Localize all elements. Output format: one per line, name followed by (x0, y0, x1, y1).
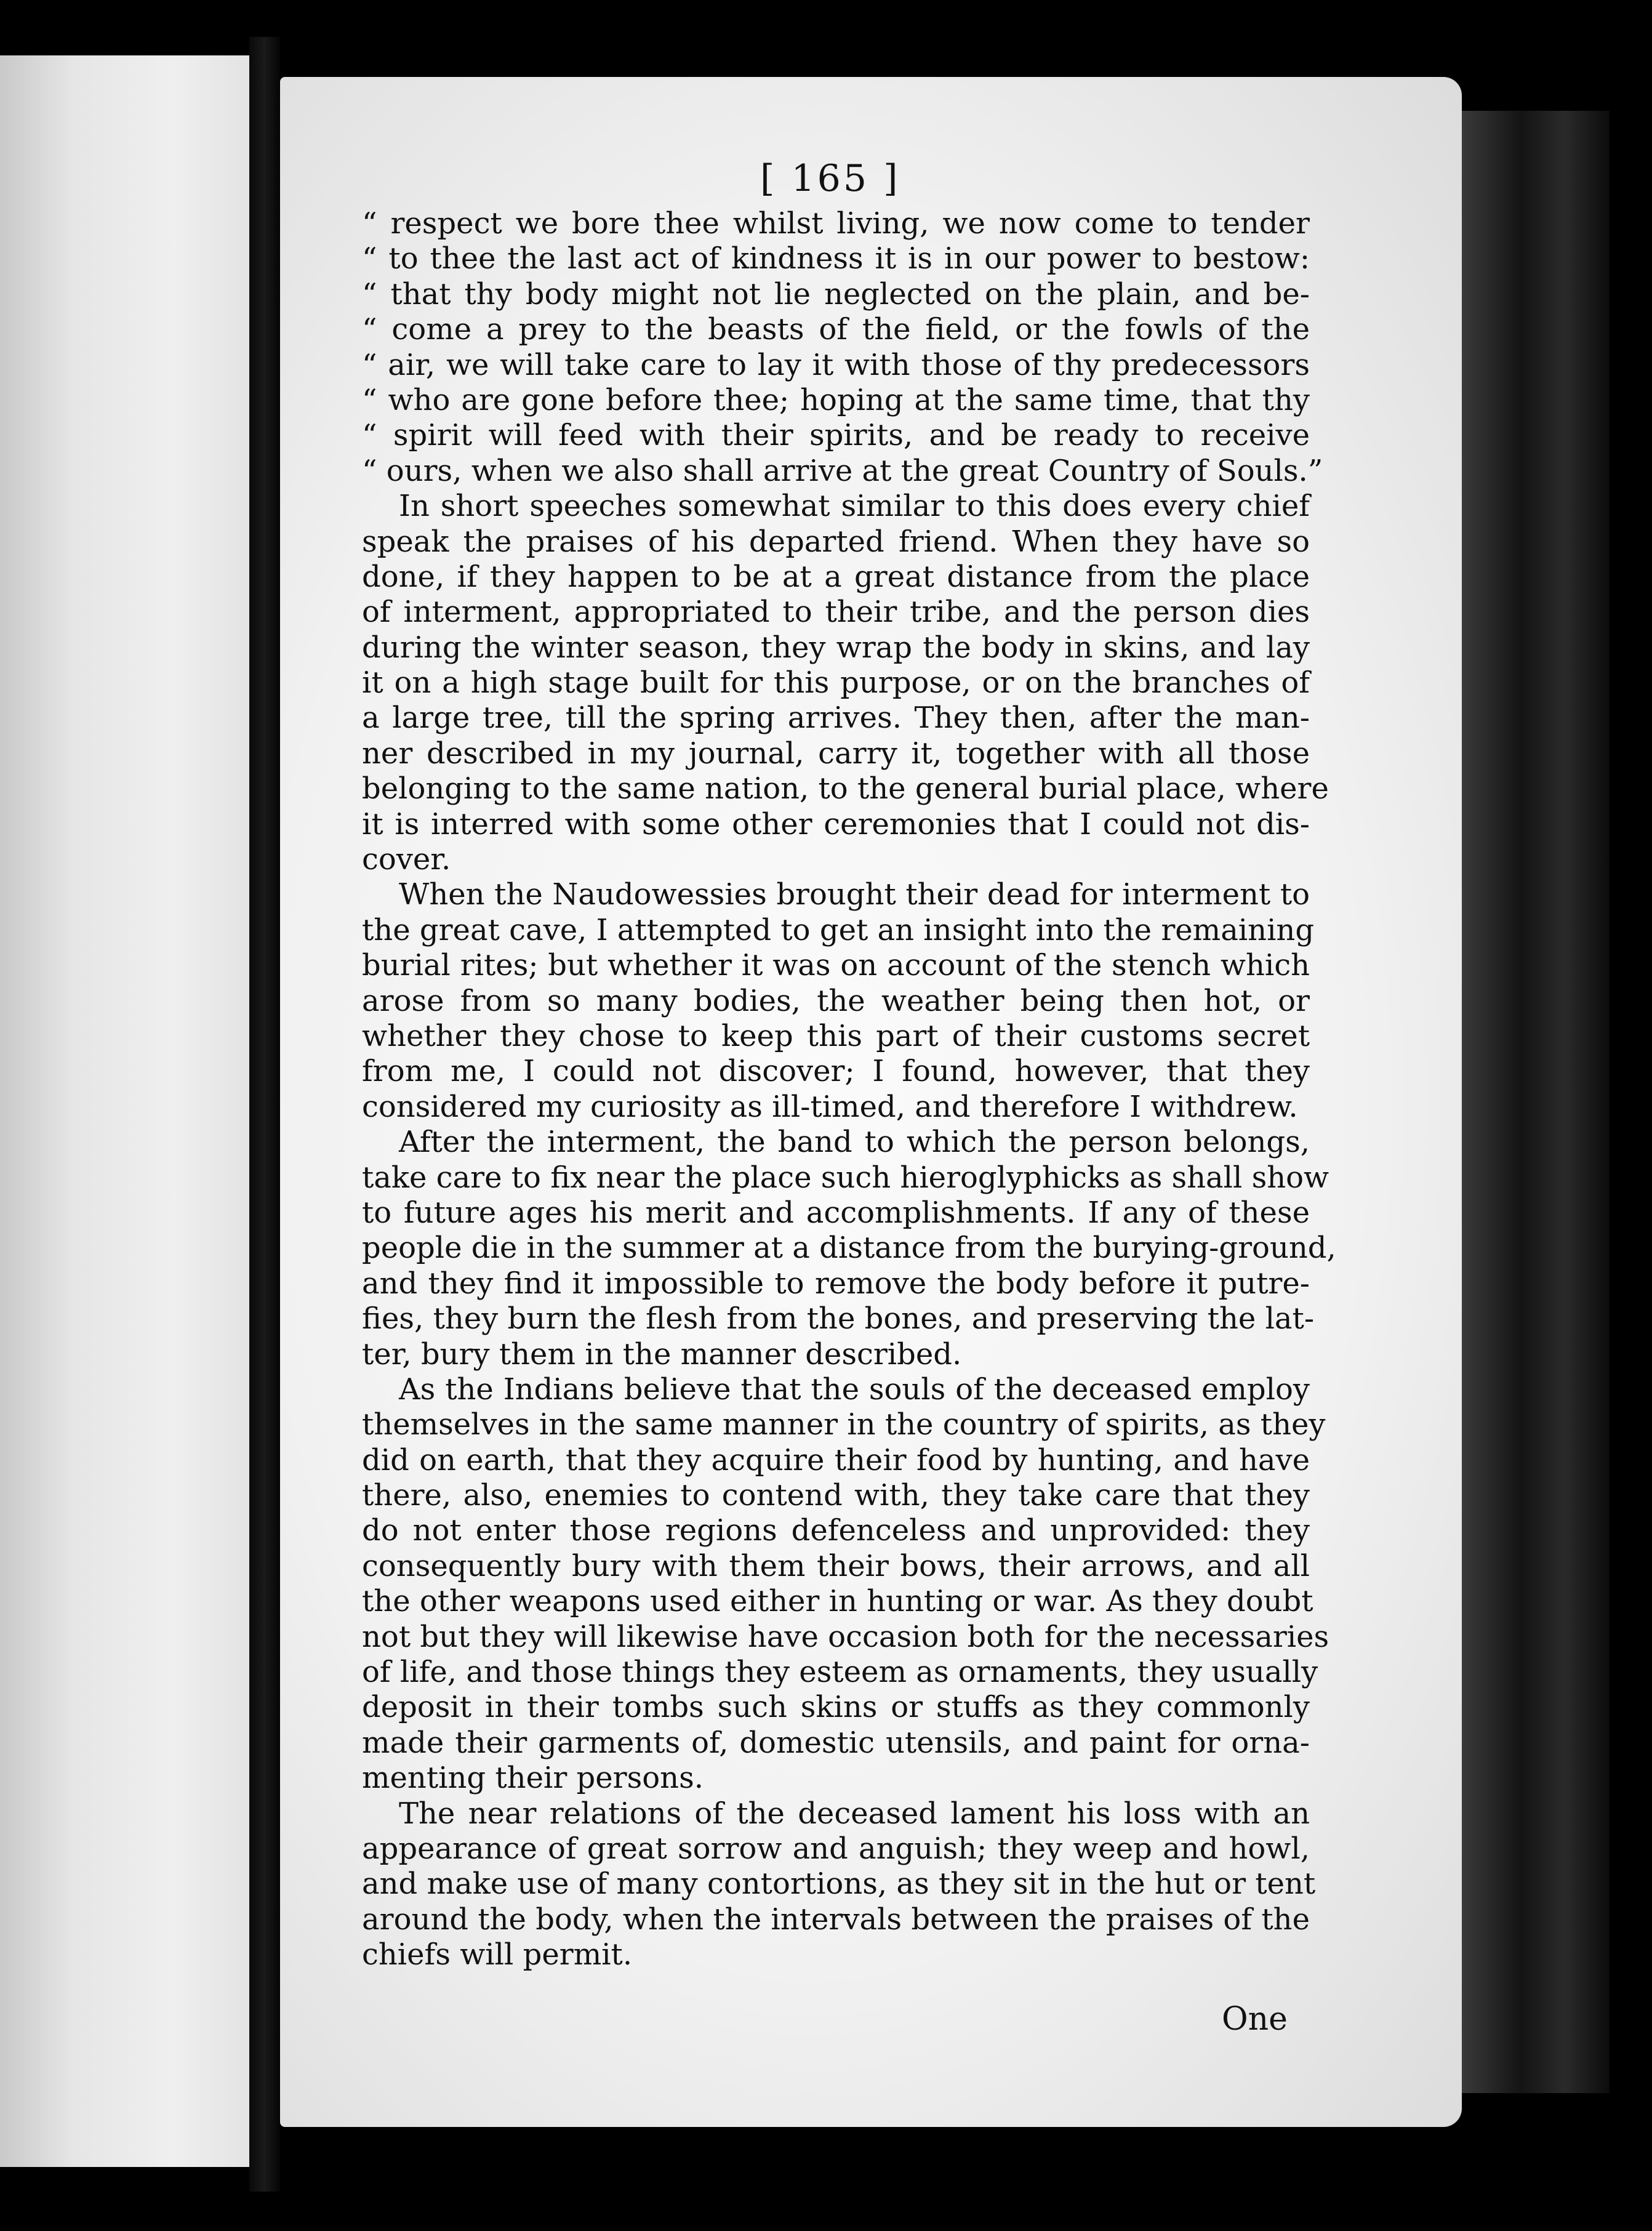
text-line: “ spirit will feed with their spirits, and be ready to receive (362, 418, 1310, 453)
text-line: during the winter season, they wrap the body in skins, and lay (362, 630, 1310, 665)
page-edge (1462, 111, 1610, 2093)
text-line: consequently bury with them their bows, their arrows, and all (362, 1548, 1310, 1583)
text-line: ter, bury them in the manner described. (362, 1337, 962, 1372)
text-line: appearance of great sorrow and anguish; they weep and howl, (362, 1831, 1310, 1866)
text-line: take care to fix near the place such hieroglyphicks as shall show (362, 1160, 1329, 1195)
text-line: people die in the summer at a distance from the burying-ground, (362, 1231, 1336, 1266)
text-line: done, if they happen to be at a great distance from the place (362, 559, 1310, 594)
text-line: and make use of many contortions, as they sit in the hut or tent (362, 1867, 1316, 1902)
text-line: “ ours, when we also shall arrive at the great Country of Souls.” (362, 453, 1323, 488)
text-line: “ respect we bore thee whilst living, we now come to tender (362, 206, 1310, 241)
text-line: “ who are gone before thee; hoping at the same time, that thy (362, 382, 1310, 417)
book-gutter (249, 37, 280, 2192)
text-line: As the Indians believe that the souls of the deceased employ (399, 1372, 1310, 1407)
text-line: “ that thy body might not lie neglected on the plain, and be- (362, 276, 1310, 312)
catchword: One (1222, 2001, 1288, 2038)
text-line: themselves in the same manner in the country of spirits, as they (362, 1407, 1326, 1442)
text-line: In short speeches somewhat similar to this does every chief (399, 489, 1310, 524)
text-line: from me, I could not discover; I found, however, that they (362, 1054, 1310, 1089)
text-line: speak the praises of his departed friend. When they have so (362, 524, 1310, 559)
text-line: the great cave, I attempted to get an insight into the remaining (362, 912, 1315, 947)
text-line: it on a high stage built for this purpose, or on the branches of (362, 665, 1310, 701)
text-line: of life, and those things they esteem as ornaments, they usually (362, 1655, 1318, 1690)
text-line: cover. (362, 842, 451, 877)
text-line: and they find it impossible to remove the body before it putre- (362, 1266, 1310, 1301)
text-line: to future ages his merit and accomplishments. If any of these (362, 1195, 1310, 1230)
text-line: “ air, we will take care to lay it with those of thy predecessors (362, 347, 1310, 382)
text-line: of interment, appropriated to their tribe, and the person dies (362, 595, 1310, 630)
text-line: “ come a prey to the beasts of the field, or the fowls of the (362, 312, 1310, 347)
page-number-header: [ 165 ] (760, 157, 900, 200)
text-line: menting their persons. (362, 1761, 704, 1796)
text-line: made their garments of, domestic utensils, and paint for orna- (362, 1725, 1310, 1760)
text-line: arose from so many bodies, the weather being then hot, or (362, 983, 1310, 1018)
text-line: ner described in my journal, carry it, together with all those (362, 736, 1310, 771)
text-line: around the body, when the intervals between the praises of the (362, 1902, 1310, 1937)
text-line: do not enter those regions defenceless and unprovided: they (362, 1513, 1310, 1548)
text-line: fies, they burn the flesh from the bones, and preserving the lat- (362, 1301, 1315, 1337)
text-line: The near relations of the deceased lament his loss with an (399, 1796, 1310, 1831)
text-line: deposit in their tombs such skins or stuffs as they commonly (362, 1690, 1310, 1725)
text-line: “ to thee the last act of kindness it is in our power to bestow: (362, 241, 1310, 276)
text-line: belonging to the same nation, to the general burial place, where (362, 771, 1329, 806)
text-line: considered my curiosity as ill-timed, and therefore I withdrew. (362, 1089, 1298, 1124)
text-line: After the interment, the band to which the person belongs, (399, 1125, 1310, 1160)
body-text (362, 206, 1336, 1973)
text-line: whether they chose to keep this part of their customs secret (362, 1018, 1310, 1053)
text-line: a large tree, till the spring arrives. They then, after the man- (362, 701, 1310, 736)
text-line: the other weapons used either in hunting or war. As they doubt (362, 1584, 1313, 1619)
text-line: it is interred with some other ceremonies that I could not dis- (362, 806, 1310, 842)
text-line: there, also, enemies to contend with, they take care that they (362, 1478, 1310, 1513)
text-line: not but they will likewise have occasion both for the necessaries (362, 1619, 1329, 1654)
text-line: chiefs will permit. (362, 1937, 633, 1972)
text-line: When the Naudowessies brought their dead for interment to (399, 877, 1310, 912)
text-line: did on earth, that they acquire their food by hunting, and have (362, 1442, 1310, 1477)
left-page-fragment (0, 55, 249, 2167)
text-line: burial rites; but whether it was on account of the stench which (362, 948, 1310, 983)
